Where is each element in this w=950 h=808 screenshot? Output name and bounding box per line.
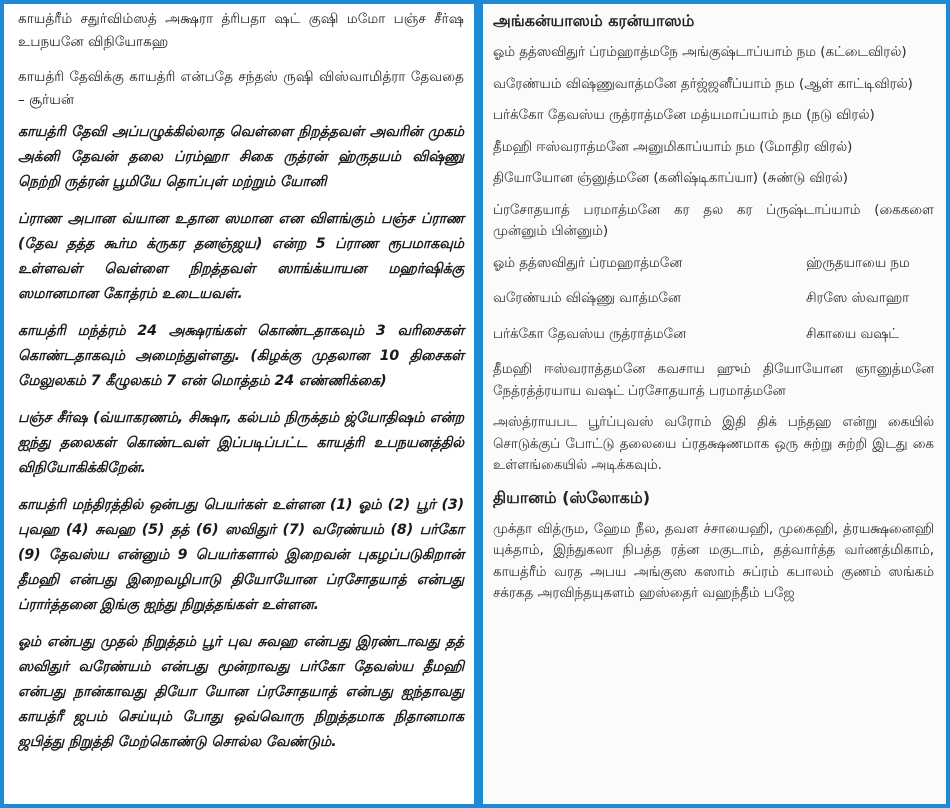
left-paragraph-2: காயத்ரி தேவிக்கு காயத்ரி என்பதே சந்தஸ் ருஷி விஸ்வாமித்ரா தேவதை – சூர்யன் — [18, 69, 464, 108]
nyasa-row-left: பர்க்கோ தேவஸ்ய ருத்ராத்மனே — [493, 326, 687, 342]
right-paragraph-6: ப்ரசோதயாத் பரமாத்மனே கர தல கர ப்ருஷ்டாப்யாம் (கைகளை முன்னும் பின்னும்) — [493, 202, 934, 239]
right-paragraph-8: அஸ்த்ராயபட பூர்ப்புவஸ் வரோம் இதி திக் பந்தஹ என்று கையில் சொடுக்குப் போட்டு தலையை ப்ரதக்ஷணமாக ஒரு சுற்று சுற்றி இடது கை உள்ளங்கையில் அடிக்கவும். — [493, 415, 934, 473]
nyasa-row-left: ஓம் தத்ஸவிதுர் ப்ரமஹாத்மனே — [493, 255, 683, 271]
heading-dhyanam: தியானம் (ஸ்லோகம்) — [493, 487, 651, 507]
nyasa-row — [493, 253, 934, 275]
right-page — [483, 4, 946, 804]
right-paragraph-7: தீமஹி ஈஸ்வராத்தமனே கவசாய ஹும் தியோயோன ஞானுத்மனே நேத்ரத்த்ரயாய வஷட் ப்ரசோதயாத் பரமாத்மனே — [493, 362, 934, 399]
right-paragraph-4: தீமஹி ஈஸ்வராத்மனே அனுமிகாப்யாம் நம (மோதிர விரல்) — [493, 139, 853, 155]
right-paragraph-3: பர்க்கோ தேவஸ்ய ருத்ராத்மனே மத்யமாப்யாம் நம (நடு விரல்) — [493, 108, 875, 123]
nyasa-row-right: ஹ்ருதயாயை நம — [806, 255, 910, 271]
left-page — [4, 4, 474, 804]
right-paragraph-2: வரேண்யம் விஷ்ணுவாத்மனே தர்ஜ்ஜனீப்யாம் நம (ஆள் காட்டிவிரல்) — [493, 76, 913, 92]
nyasa-row — [493, 324, 934, 346]
left-paragraph-3: காயத்ரி தேவி அப்பழுக்கில்லாத வெள்ளை நிறத்தவள் அவரின் முகம் அக்னி தேவன் தலை ப்ரம்ஹா சிகை ருத்ரன் ஹ்ருதயம் விஷ்ணு நெற்றி ருத்ரன் பூமியே தொப்புள் மற்றும் யோனி — [18, 124, 464, 190]
right-paragraph-5: தியோயோன ஞ்னுத்மனே (கனிஷ்டிகாப்யா) (சுண்டு விரல்) — [493, 171, 848, 186]
left-paragraph-5: காயத்ரி மந்த்ரம் 24 அக்ஷரங்கள் கொண்டதாகவும் 3 வரிசைகள் கொண்டதாகவும் அமைந்துள்ளது. (கிழக்கு முதலான 10 திசைகள் மேலுலகம் 7 கீழுலகம் 7 என் மொத்தம் 24 எண்ணிக்கை) — [18, 323, 464, 389]
left-paragraph-4: ப்ராண அபான வ்யான உதான ஸமான என விளங்கும் பஞ்ச ப்ராண (தேவ தத்த கூர்ம க்ருகர தனஞ்ஜய) என்ற 5 ப்ராண ரூபமாகவும் உள்ளவள் வெள்ளை நிறத்தவள் ஸாங்க்யாயன மஹர்ஷிக்கு ஸமானமான கோத்ரம் உடையவள். — [18, 211, 464, 302]
left-paragraph-7: காயத்ரி மந்திரத்தில் ஒன்பது பெயர்கள் உள்ளன (1) ஓம் (2) பூர் (3) புவஹ (4) சுவஹ (5) தத் (6) ஸவிதுர் (7) வரேண்யம் (8) பர்கோ (9) தேவஸ்ய என்னும் 9 பெயர்களால் இறைவன் புகழப்படுகிறான் தீமஹி என்பது இறைவழிபாடு தியோயோன ப்ரசோதயாத் என்பது ப்ரார்த்தனை இங்கு ஐந்து நிறுத்தங்கள் உள்ளன. — [18, 497, 464, 613]
nyasa-row-left: வரேண்யம் விஷ்ணு வாத்மனே — [493, 291, 681, 306]
right-paragraph-9: முக்தா வித்ரும, ஹேம நீல, தவள ச்சாயைஹி, முகைஹி, த்ரயக்ஷனைஹி யுக்தாம், இந்துகலா நிபத்த ரத்ன மகுடாம், தத்வார்த்த வர்ணத்மிகாம், காயத்ரீம் வரத அபய அங்குஸ கஸாம் சுப்ரம் கபாலம் குணம் ஸங்கம் சக்ரகத அரவிந்தயுகளம் ஹஸ்தைர் வஹந்தீம் பஜே — [493, 521, 934, 601]
nyasa-row — [493, 288, 934, 310]
left-paragraph-1: காயத்ரீம் சதுர்விம்ஸத் அக்ஷரா த்ரிபதா ஷட் குஷி மமோ பஞ்ச சீர்ஷ உபநயனே விநியோகஹ — [18, 11, 464, 50]
left-paragraph-6: பஞ்ச சீர்ஷ (வ்யாகரணம், சிக்ஷா, கல்பம் நிருக்தம் ஜ்யோதிஷம் என்ற ஐந்து தலைகள் கொண்டவள் இப்படிப்பட்ட காயத்ரி உபநயனத்தில் விநியோகிக்கிறேன். — [18, 410, 464, 476]
left-paragraph-8: ஓம் என்பது முதல் நிறுத்தம் பூர் புவ சுவஹ என்பது இரண்டாவது தத் ஸவிதுர் வரேண்யம் என்பது மூன்றாவது பர்கோ தேவஸ்ய தீமஹி என்பது நான்காவது தியோ யோன ப்ரசோதயாத் என்பது ஐந்தாவது காயத்ரீ ஜபம் செய்யும் போது ஒவ்வொரு நிறுத்தமாக நிதானமாக ஜபித்து நிறுத்தி மேற்கொண்டு சொல்ல வேண்டும். — [18, 634, 464, 750]
heading-anganyasam: அங்கன்யாஸம் கரன்யாஸம் — [493, 11, 695, 30]
right-paragraph-1: ஓம் தத்ஸவிதுர் ப்ரம்ஹாத்மநே அங்குஷ்டாப்யாம் நம (கட்டைவிரல்) — [493, 45, 907, 60]
nyasa-row-right: சிகாயை வஷட் — [806, 326, 899, 342]
nyasa-row-right: சிரஸே ஸ்வாஹா — [806, 291, 910, 306]
